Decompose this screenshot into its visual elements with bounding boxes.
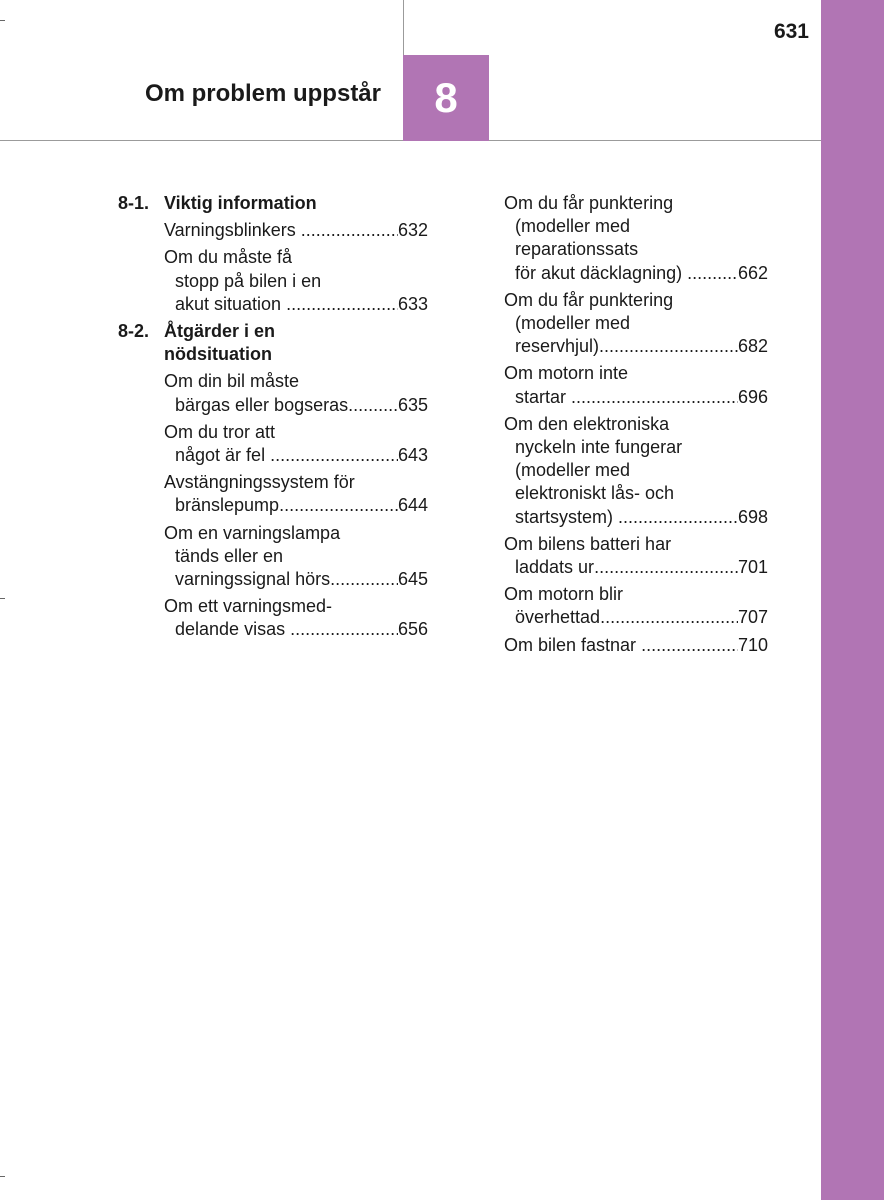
toc-entry[interactable]: [504, 413, 768, 529]
toc-page-number: 635: [397, 394, 428, 415]
toc-dot-leader: [571, 386, 738, 409]
toc-dot-leader: [330, 568, 398, 591]
toc-dot-leader: [594, 556, 738, 579]
toc-entry-line: Om du får punktering: [504, 193, 674, 213]
toc-entry[interactable]: [118, 219, 428, 242]
crop-mark: [0, 598, 5, 599]
toc-page-number: 644: [397, 495, 428, 516]
toc-entry-text: överhettad: [515, 607, 601, 628]
toc-entry-line: stopp på bilen i en: [175, 270, 322, 291]
toc-dot-leader: [286, 293, 398, 316]
toc-entry-last-line: [164, 618, 428, 641]
toc-dot-leader: [599, 335, 738, 358]
page-number: 631: [773, 20, 809, 43]
toc-section-title: [164, 192, 317, 215]
toc-dot-leader: [301, 219, 398, 242]
toc-right-column: [504, 192, 768, 661]
toc-entry-text: akut situation: [175, 293, 287, 314]
toc-entry-line: Om den elektroniska: [504, 413, 670, 434]
toc-entry-text: bärgas eller bogseras: [175, 394, 349, 415]
toc-entry-text: varningssignal hörs: [175, 569, 331, 590]
toc-entry-last-line: [504, 386, 768, 409]
toc-page-number: 710: [737, 634, 768, 655]
toc-entry-last-line: [504, 556, 768, 579]
toc-dot-leader: [641, 634, 738, 657]
toc-entry-text: delande visas: [175, 619, 291, 640]
chapter-sidebar-tab: [821, 0, 884, 1200]
toc-entry-text: startsystem): [515, 506, 619, 527]
toc-section-title-line: nödsituation: [164, 344, 272, 365]
toc-page-number: 656: [397, 619, 428, 640]
chapter-title: Om problem uppstår: [144, 80, 381, 107]
toc-dot-leader: [290, 618, 398, 641]
toc-entry-text: Om bilen fastnar: [504, 634, 642, 655]
toc-entry-line: Om motorn inte: [504, 363, 629, 384]
toc-dot-leader: [618, 506, 738, 529]
toc-dot-leader: [348, 394, 398, 417]
toc-entry-text: något är fel: [175, 445, 271, 466]
toc-page-number: 632: [397, 220, 428, 241]
toc-dot-leader: [600, 606, 738, 629]
toc-page-number: 696: [737, 386, 768, 407]
toc-entry-line: Om motorn blir: [504, 584, 624, 605]
toc-entry-last-line: [504, 506, 768, 529]
toc-entry-text: startar: [515, 386, 572, 407]
toc-entry-last-line: [504, 335, 768, 358]
crop-mark: [0, 20, 5, 21]
toc-page-number: 645: [397, 569, 428, 590]
toc-entry-line: Om din bil måste: [164, 371, 300, 392]
toc-page-number: 707: [737, 607, 768, 628]
toc-page-number: 643: [397, 445, 428, 466]
toc-entry-text: Varningsblinkers: [164, 220, 301, 241]
toc-entry[interactable]: [118, 471, 428, 517]
toc-entry-line: (modeller med: [515, 216, 631, 237]
toc-entry[interactable]: [504, 634, 768, 657]
toc-entry-line: (modeller med: [515, 313, 631, 334]
toc-entry-line: Om en varningslampa: [164, 522, 341, 543]
toc-page-number: 633: [397, 293, 428, 314]
toc-entry-text: laddats ur: [515, 557, 595, 578]
toc-entry-text: reservhjul): [515, 336, 600, 357]
toc-page-number: 701: [737, 557, 768, 578]
toc-entry[interactable]: [504, 362, 768, 408]
toc-entry[interactable]: [504, 533, 768, 579]
toc-entry[interactable]: [118, 595, 428, 641]
toc-entry-last-line: [164, 568, 428, 591]
toc-entry-text: bränslepump: [175, 495, 280, 516]
toc-entry-line: reparationssats: [515, 239, 639, 260]
toc-entry-last-line: [164, 394, 428, 417]
toc-entry-line: Avstängningssystem för: [164, 472, 355, 493]
toc-entry[interactable]: [504, 192, 768, 285]
toc-left-column: [118, 192, 428, 646]
crop-mark: [0, 1176, 5, 1177]
toc-entry-last-line: [504, 262, 768, 285]
chapter-number-badge: 8: [403, 55, 489, 141]
toc-entry[interactable]: [118, 522, 428, 592]
toc-entry[interactable]: [504, 583, 768, 629]
toc-section-heading: [118, 192, 428, 215]
toc-dot-leader: [279, 494, 398, 517]
toc-entry[interactable]: [118, 246, 428, 316]
toc-section-number: 8-1.: [118, 193, 150, 213]
toc-entry-line: nyckeln inte fungerar: [515, 437, 683, 458]
toc-entry-last-line: [504, 606, 768, 629]
toc-section-title-line: Åtgärder i en: [164, 321, 276, 342]
toc-section-row: [118, 192, 428, 215]
toc-section-row: [118, 320, 428, 366]
toc-entry-line: tänds eller en: [175, 545, 284, 566]
toc-entry[interactable]: [118, 370, 428, 416]
toc-entry-last-line: [164, 219, 428, 242]
toc-section-title: [164, 320, 275, 366]
toc-dot-leader: [687, 262, 738, 285]
toc-page-number: 662: [737, 262, 768, 283]
toc-entry-line: Om ett varningsmed-: [164, 596, 333, 617]
toc-page-number: 682: [737, 336, 768, 357]
toc-entry-line: (modeller med: [515, 460, 631, 481]
toc-entry[interactable]: [504, 289, 768, 359]
toc-entry-text: för akut däcklagning): [515, 262, 688, 283]
toc-entry-line: Om du får punktering: [504, 289, 674, 310]
toc-section-heading: [118, 320, 428, 366]
toc-entry-line: Om du måste få: [164, 247, 293, 268]
toc-entry-line: Om du tror att: [164, 421, 276, 442]
toc-entry-last-line: [164, 444, 428, 467]
toc-entry-last-line: [164, 293, 428, 316]
toc-entry-line: elektroniskt lås- och: [515, 483, 675, 504]
toc-section-title-line: Viktig information: [164, 193, 317, 213]
toc-entry-last-line: [164, 494, 428, 517]
toc-entry-last-line: [504, 634, 768, 657]
toc-entry[interactable]: [118, 421, 428, 467]
toc-entry-line: Om bilens batteri har: [504, 533, 672, 554]
toc-dot-leader: [270, 444, 398, 467]
toc-section-number: 8-2.: [118, 321, 150, 342]
toc-page-number: 698: [737, 506, 768, 527]
